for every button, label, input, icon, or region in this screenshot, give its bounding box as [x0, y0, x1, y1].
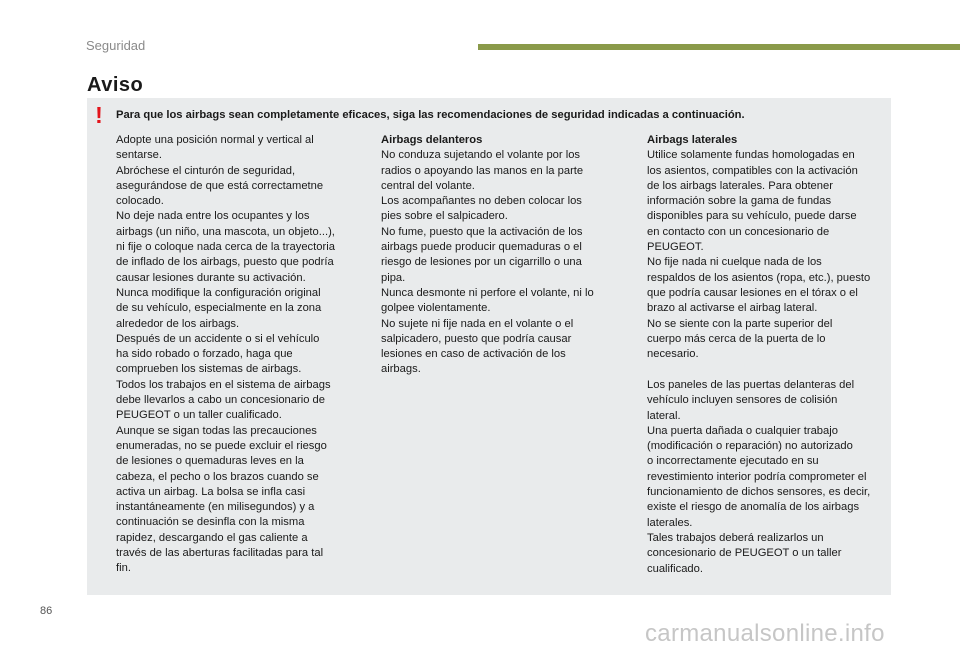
door-sensors-lines: [647, 378, 887, 577]
text-line: ni fije o coloque nada cerca de la trayectoria: [116, 241, 335, 254]
text-line: de su vehículo, especialmente en la zona: [116, 302, 322, 315]
text-line: de inflado de los airbags, puesto que podría: [116, 256, 334, 269]
text-line: cabeza, el pecho o los brazos cuando se: [116, 470, 319, 483]
text-line: en contacto con un concesionario de: [647, 225, 830, 238]
page-heading: Aviso: [87, 74, 144, 96]
text-line: No deje nada entre los ocupantes y los: [116, 210, 310, 223]
front-airbags-lines: [381, 148, 621, 377]
text-line: Después de un accidente o si el vehículo: [116, 332, 320, 345]
text-line: No se siente con la parte superior del: [647, 317, 833, 330]
text-line: pies sobre el salpicadero.: [381, 210, 508, 223]
text-line: salpicadero, puesto que podría causar: [381, 332, 572, 345]
text-line: central del volante.: [381, 179, 475, 192]
text-line: Nunca desmonte ni perfore el volante, ni lo: [381, 286, 594, 299]
text-line: Una puerta dañada o cualquier trabajo: [647, 424, 838, 437]
text-line: laterales.: [647, 516, 693, 529]
text-line: airbags puede producir quemaduras o el: [381, 241, 582, 254]
text-line: asegurándose de que está correctametne: [116, 179, 324, 192]
text-line: alrededor de los airbags.: [116, 317, 240, 330]
text-line: No sujete ni fije nada en el volante o el: [381, 317, 574, 330]
text-line: pipa.: [381, 271, 406, 284]
text-line: Los paneles de las puertas delanteras del: [647, 379, 855, 391]
text-line: disponibles para su vehículo, puede darse: [647, 210, 857, 223]
text-line: cualificado.: [647, 562, 703, 575]
text-line: funcionamiento de dichos sensores, es decir,: [647, 486, 871, 499]
text-line: Abróchese el cinturón de seguridad,: [116, 164, 296, 177]
column-front-airbags: [381, 133, 621, 378]
text-line: Adopte una posición normal y vertical al: [116, 134, 314, 146]
text-line: través de las aberturas facilitadas para tal: [116, 547, 324, 560]
text-line: No fije nada ni cuelque nada de los: [647, 256, 822, 269]
text-line: vehículo incluyen sensores de colisión: [647, 394, 838, 407]
text-line: PEUGEOT.: [647, 241, 704, 254]
text-line: (modificación o reparación) no autorizado: [647, 440, 853, 453]
text-line: Utilice solamente fundas homologadas en: [647, 149, 855, 162]
side-airbags-title: Airbags laterales: [647, 134, 738, 146]
column-door-sensors: [647, 378, 887, 577]
text-line: concesionario de PEUGEOT o un taller: [647, 547, 842, 560]
section-title: Seguridad: [86, 38, 146, 53]
text-line: revestimiento interior podría comprometer el: [647, 470, 867, 483]
text-line: necesario.: [647, 348, 699, 361]
text-line: airbags.: [381, 363, 421, 376]
text-line: lateral.: [647, 409, 681, 422]
text-line: instantáneamente (en milisegundos) y a: [116, 501, 315, 514]
text-line: colocado.: [116, 195, 164, 208]
header-accent-bar: [478, 44, 960, 50]
warning-intro: Para que los airbags sean completamente eficaces, siga las recomendaciones de seguridad indicadas a continuación.: [116, 109, 745, 121]
text-line: activa un airbag. La bolsa se infla casi: [116, 485, 306, 498]
column-side-airbags: [647, 133, 887, 362]
text-line: Los acompañantes no deben colocar los: [381, 195, 582, 208]
side-airbags-lines: [647, 148, 887, 362]
text-line: enumeradas, no se puede excluir el riesgo: [116, 439, 327, 452]
text-line: golpee violentamente.: [381, 302, 491, 315]
text-line: información sobre la gama de fundas: [647, 195, 832, 208]
text-line: radios o apoyando las manos en la parte: [381, 164, 584, 177]
text-line: No conduza sujetando el volante por los: [381, 149, 581, 162]
text-line: Aunque se sigan todas las precauciones: [116, 424, 317, 437]
text-line: existe el riesgo de anomalía de los airbags: [647, 501, 860, 514]
text-line: o incorrectamente ejecutado en su: [647, 455, 819, 468]
text-line: airbags (un niño, una mascota, un objeto...),: [116, 225, 335, 238]
text-line: Tales trabajos deberá realizarlos un: [647, 531, 824, 544]
text-line: No fume, puesto que la activación de los: [381, 225, 583, 238]
text-line: sentarse.: [116, 149, 163, 162]
page-number: 86: [40, 605, 53, 617]
text-line: brazo al activarse el airbag lateral.: [647, 302, 818, 315]
text-line: respaldos de los asientos (ropa, etc.), puesto: [647, 271, 871, 284]
text-line: que podría causar lesiones en el tórax o el: [647, 286, 858, 299]
text-line: Todos los trabajos en el sistema de airbags: [116, 378, 331, 391]
text-line: causar lesiones durante su activación.: [116, 271, 306, 284]
text-line: continuación se desinfla con la misma: [116, 516, 305, 529]
text-line: cuerpo más cerca de la puerta de lo: [647, 332, 826, 345]
text-line: comprueben los sistemas de airbags.: [116, 363, 302, 376]
text-line: debe llevarlos a cabo un concesionario de: [116, 394, 325, 407]
text-line: fin.: [116, 562, 131, 575]
text-line: Nunca modifique la configuración original: [116, 286, 321, 299]
column-general-advice: [116, 133, 356, 577]
text-line: ha sido robado o forzado, haga que: [116, 348, 293, 361]
exclamation-warning-icon: !: [95, 102, 103, 128]
text-line: PEUGEOT o un taller cualificado.: [116, 409, 282, 422]
column-general-lines: [116, 133, 356, 577]
watermark: carmanualsonline.info: [645, 620, 885, 647]
text-line: rapidez, descargando el gas caliente a: [116, 531, 308, 544]
text-line: de los airbags laterales. Para obtener: [647, 179, 833, 192]
text-line: de lesiones o quemaduras leves en la: [116, 455, 304, 468]
text-line: lesiones en caso de activación de los: [381, 348, 566, 361]
text-line: los asientos, compatibles con la activación: [647, 164, 858, 177]
front-airbags-title: Airbags delanteros: [381, 134, 483, 146]
text-line: riesgo de lesiones por un cigarrillo o una: [381, 256, 582, 269]
